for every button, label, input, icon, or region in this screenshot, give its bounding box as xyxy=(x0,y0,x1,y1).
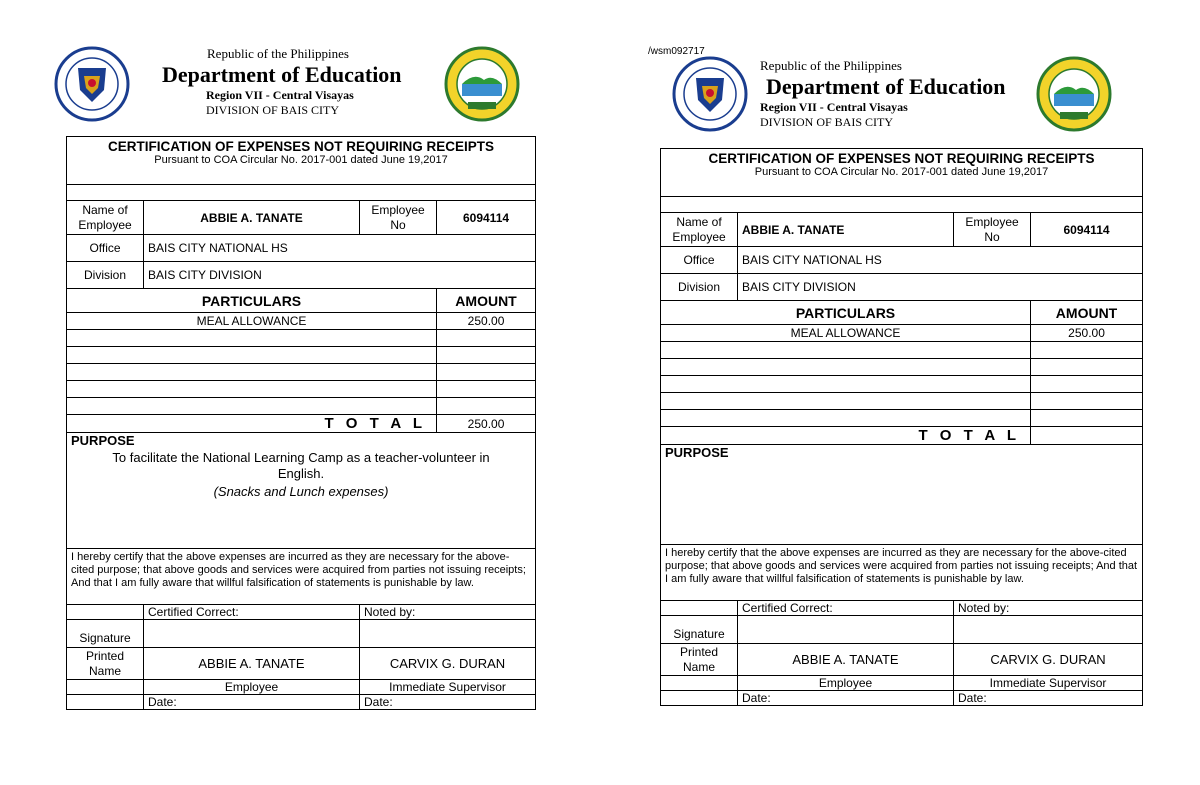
employee-no-value: 6094114 xyxy=(437,201,536,235)
purpose-text: To facilitate the National Learning Camp as a teacher-volunteer in English. xyxy=(112,450,490,481)
office-label: Office xyxy=(67,235,144,262)
form-subtitle: Pursuant to COA Circular No. 2017-001 dated June 19,2017 xyxy=(754,166,1049,178)
supervisor-signature-box xyxy=(954,616,1143,644)
particular-item xyxy=(661,410,1031,427)
deped-seal-icon xyxy=(672,56,748,132)
employee-name-value: ABBIE A. TANATE xyxy=(144,201,360,235)
blank-cell xyxy=(661,676,738,691)
employee-no-label: Employee No xyxy=(954,213,1031,247)
certified-correct-label: Certified Correct: xyxy=(144,605,360,620)
office-value: BAIS CITY NATIONAL HS xyxy=(738,247,1143,274)
republic-line: Republic of the Philippines xyxy=(207,46,349,61)
particular-amount xyxy=(437,330,536,347)
employee-date-label: Date: xyxy=(144,695,360,710)
form-title-cell xyxy=(661,149,1143,197)
supervisor-date-label: Date: xyxy=(360,695,536,710)
employee-printed-name: ABBIE A. TANATE xyxy=(144,648,360,680)
expense-certification-form-filled xyxy=(66,40,535,710)
particular-amount xyxy=(1031,393,1143,410)
certification-statement: I hereby certify that the above expenses are incurred as they are necessary for the above-cited purpose; that above goods and services were acquired from parties not issuing receipts; And that I am fully aware that willful falsification of statements is punishable by law. xyxy=(661,545,1143,601)
blank-row xyxy=(67,185,536,201)
form-title-cell xyxy=(67,137,536,185)
bais-city-seal-icon xyxy=(444,46,520,122)
particular-amount xyxy=(1031,359,1143,376)
employee-role: Employee xyxy=(144,680,360,695)
particular-amount xyxy=(1031,342,1143,359)
particulars-header: PARTICULARS xyxy=(661,301,1031,325)
certification-table xyxy=(660,148,1143,706)
form-title: CERTIFICATION OF EXPENSES NOT REQUIRING RECEIPTS xyxy=(108,139,495,154)
expense-certification-form-blank xyxy=(660,40,1142,706)
supervisor-date-label: Date: xyxy=(954,691,1143,706)
supervisor-printed-name: CARVIX G. DURAN xyxy=(954,644,1143,676)
division-label: Division xyxy=(661,274,738,301)
particular-item xyxy=(67,364,437,381)
region-line: Region VII - Central Visayas xyxy=(760,100,908,114)
particular-amount xyxy=(437,381,536,398)
particular-item: MEAL ALLOWANCE xyxy=(67,313,437,330)
letterhead xyxy=(660,40,1142,136)
blank-cell xyxy=(661,601,738,616)
blank-cell xyxy=(67,605,144,620)
employee-no-label: Employee No xyxy=(360,201,437,235)
form-subtitle: Pursuant to COA Circular No. 2017-001 dated June 19,2017 xyxy=(154,154,448,166)
employee-name-value: ABBIE A. TANATE xyxy=(738,213,954,247)
employee-signature-box xyxy=(738,616,954,644)
particular-item xyxy=(67,330,437,347)
amount-header: AMOUNT xyxy=(1031,301,1143,325)
letterhead-text xyxy=(758,58,1038,130)
particulars-header: PARTICULARS xyxy=(67,289,437,313)
blank-cell xyxy=(67,695,144,710)
supervisor-role: Immediate Supervisor xyxy=(360,680,536,695)
employee-signature-box xyxy=(144,620,360,648)
particular-amount xyxy=(437,398,536,415)
particular-item xyxy=(661,342,1031,359)
employee-name-label: Name of Employee xyxy=(661,213,738,247)
particular-amount: 250.00 xyxy=(437,313,536,330)
noted-by-label: Noted by: xyxy=(954,601,1143,616)
division-value: BAIS CITY DIVISION xyxy=(144,262,536,289)
particular-item xyxy=(661,393,1031,410)
purpose-label: PURPOSE xyxy=(71,433,135,448)
purpose-note: (Snacks and Lunch expenses) xyxy=(213,484,389,499)
department-title: Department of Education xyxy=(162,62,402,87)
total-label: T O T A L xyxy=(661,427,1031,445)
department-title: Department of Education xyxy=(766,74,1006,99)
certified-correct-label: Certified Correct: xyxy=(738,601,954,616)
bais-city-seal-icon xyxy=(1036,56,1112,132)
printed-name-label: Printed Name xyxy=(67,648,144,680)
letterhead xyxy=(66,40,535,136)
blank-row xyxy=(661,197,1143,213)
total-value xyxy=(1031,427,1143,445)
certification-table xyxy=(66,136,536,710)
employee-date-label: Date: xyxy=(738,691,954,706)
employee-name-label: Name of Employee xyxy=(67,201,144,235)
purpose-cell xyxy=(661,445,1143,545)
office-label: Office xyxy=(661,247,738,274)
employee-printed-name: ABBIE A. TANATE xyxy=(738,644,954,676)
particular-item xyxy=(67,381,437,398)
supervisor-role: Immediate Supervisor xyxy=(954,676,1143,691)
division-label: Division xyxy=(67,262,144,289)
purpose-cell xyxy=(67,433,536,549)
blank-cell xyxy=(67,680,144,695)
noted-by-label: Noted by: xyxy=(360,605,536,620)
supervisor-signature-box xyxy=(360,620,536,648)
division-line: DIVISION OF BAIS CITY xyxy=(760,115,894,129)
particular-amount xyxy=(437,364,536,381)
particular-amount xyxy=(1031,410,1143,427)
purpose-label: PURPOSE xyxy=(665,445,729,460)
particular-amount: 250.00 xyxy=(1031,325,1143,342)
division-line: DIVISION OF BAIS CITY xyxy=(206,103,340,117)
office-value: BAIS CITY NATIONAL HS xyxy=(144,235,536,262)
republic-line: Republic of the Philippines xyxy=(760,58,902,73)
certification-statement: I hereby certify that the above expenses are incurred as they are necessary for the above-cited purpose; that above goods and services were acquired from parties not issuing receipts; And that I am fully aware that willful falsification of statements is punishable by law. xyxy=(67,549,536,605)
blank-cell xyxy=(661,691,738,706)
particular-amount xyxy=(437,347,536,364)
region-line: Region VII - Central Visayas xyxy=(206,88,354,102)
employee-no-value: 6094114 xyxy=(1031,213,1143,247)
letterhead-text xyxy=(162,46,422,118)
total-value: 250.00 xyxy=(437,415,536,433)
particular-item xyxy=(661,376,1031,393)
division-value: BAIS CITY DIVISION xyxy=(738,274,1143,301)
particular-item xyxy=(661,359,1031,376)
total-label: T O T A L xyxy=(67,415,437,433)
form-title: CERTIFICATION OF EXPENSES NOT REQUIRING RECEIPTS xyxy=(708,151,1095,166)
supervisor-printed-name: CARVIX G. DURAN xyxy=(360,648,536,680)
particular-item xyxy=(67,347,437,364)
signature-label: Signature xyxy=(661,616,738,644)
particular-amount xyxy=(1031,376,1143,393)
amount-header: AMOUNT xyxy=(437,289,536,313)
employee-role: Employee xyxy=(738,676,954,691)
reference-code: /wsm092717 xyxy=(648,46,705,57)
printed-name-label: Printed Name xyxy=(661,644,738,676)
particular-item xyxy=(67,398,437,415)
deped-seal-icon xyxy=(54,46,130,122)
signature-label: Signature xyxy=(67,620,144,648)
particular-item: MEAL ALLOWANCE xyxy=(661,325,1031,342)
